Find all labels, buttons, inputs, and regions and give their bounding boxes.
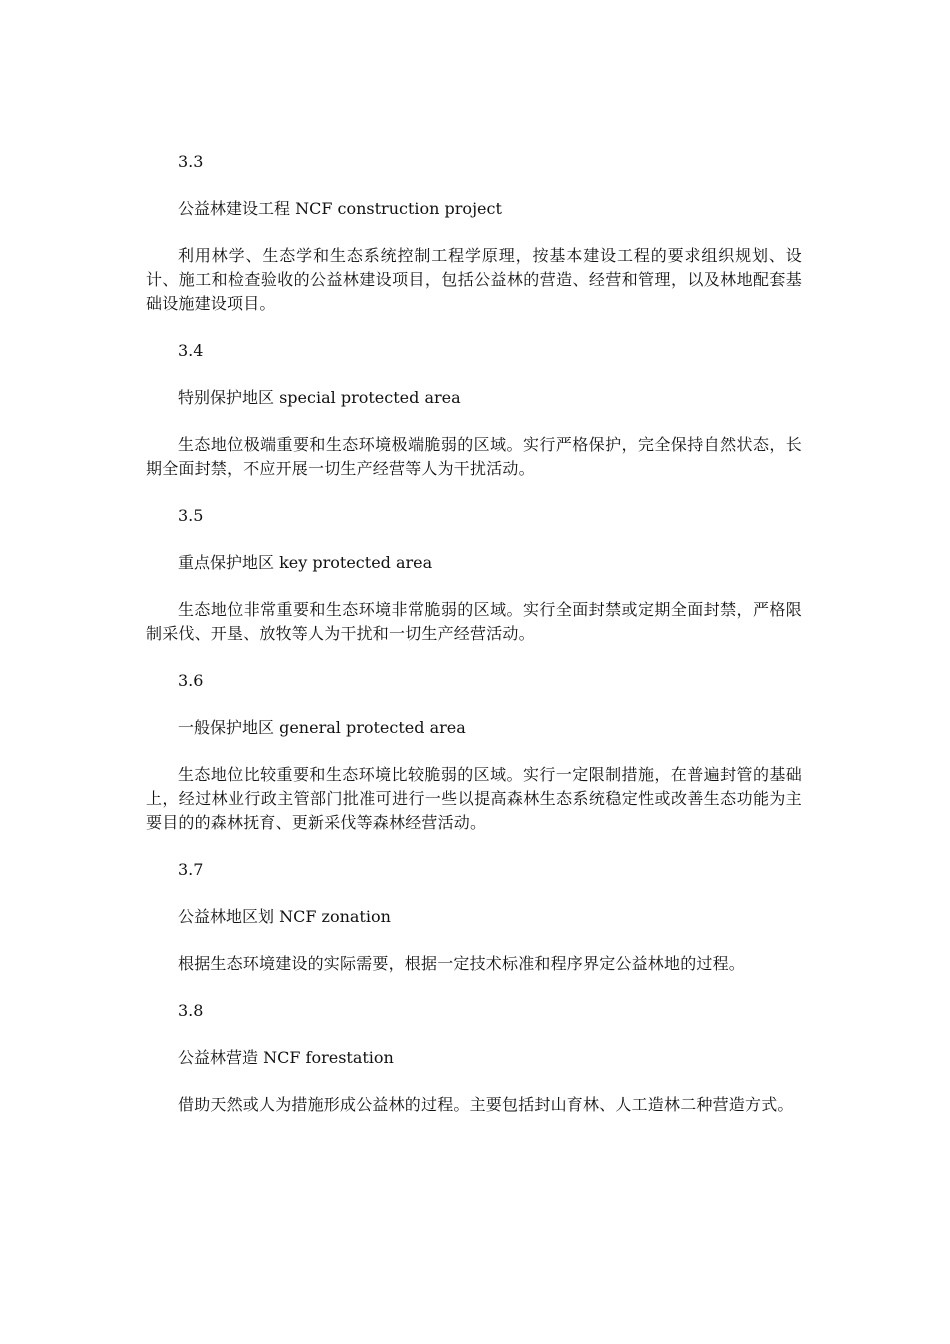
term-heading: 特别保护地区 special protected area: [178, 388, 461, 407]
term-section-3-6: [146, 669, 802, 835]
term-heading: 公益林建设工程 NCF construction project: [178, 199, 502, 218]
term-definition: 利用林学、生态学和生态系统控制工程学原理，按基本建设工程的要求组织规划、设计、施工和检查验收的公益林建设项目，包括公益林的营造、经营和管理，以及林地配套基础设施建设项目。: [146, 246, 802, 313]
term-heading: 公益林地区划 NCF zonation: [178, 907, 391, 926]
section-number: 3.4: [178, 341, 204, 360]
term-section-3-7: [146, 858, 802, 976]
term-definition: 根据生态环境建设的实际需要，根据一定技术标准和程序界定公益林地的过程。: [178, 954, 746, 973]
section-number: 3.3: [178, 152, 204, 171]
term-section-3-5: [146, 504, 802, 646]
term-heading: 重点保护地区 key protected area: [178, 553, 433, 572]
term-section-3-8: [146, 999, 802, 1117]
term-definition: 生态地位比较重要和生态环境比较脆弱的区域。实行一定限制措施，在普遍封管的基础上，经过林业行政主管部门批准可进行一些以提高森林生态系统稳定性或改善生态功能为主要目的的森林抚育、更新采伐等森林经营活动。: [146, 765, 802, 832]
term-definition: 借助天然或人为措施形成公益林的过程。主要包括封山育林、人工造林二种营造方式。: [178, 1095, 794, 1114]
term-heading: 一般保护地区 general protected area: [178, 718, 466, 737]
term-section-3-4: [146, 339, 802, 481]
term-heading: 公益林营造 NCF forestation: [178, 1048, 394, 1067]
section-number: 3.5: [178, 506, 204, 525]
section-number: 3.7: [178, 860, 204, 879]
term-section-3-3: [146, 150, 802, 316]
term-definition: 生态地位非常重要和生态环境非常脆弱的区域。实行全面封禁或定期全面封禁，严格限制采伐、开垦、放牧等人为干扰和一切生产经营活动。: [146, 600, 802, 643]
section-number: 3.6: [178, 671, 204, 690]
term-definition: 生态地位极端重要和生态环境极端脆弱的区域。实行严格保护，完全保持自然状态，长期全面封禁，不应开展一切生产经营等人为干扰活动。: [146, 435, 802, 478]
document-body: [146, 150, 802, 1117]
section-number: 3.8: [178, 1001, 204, 1020]
